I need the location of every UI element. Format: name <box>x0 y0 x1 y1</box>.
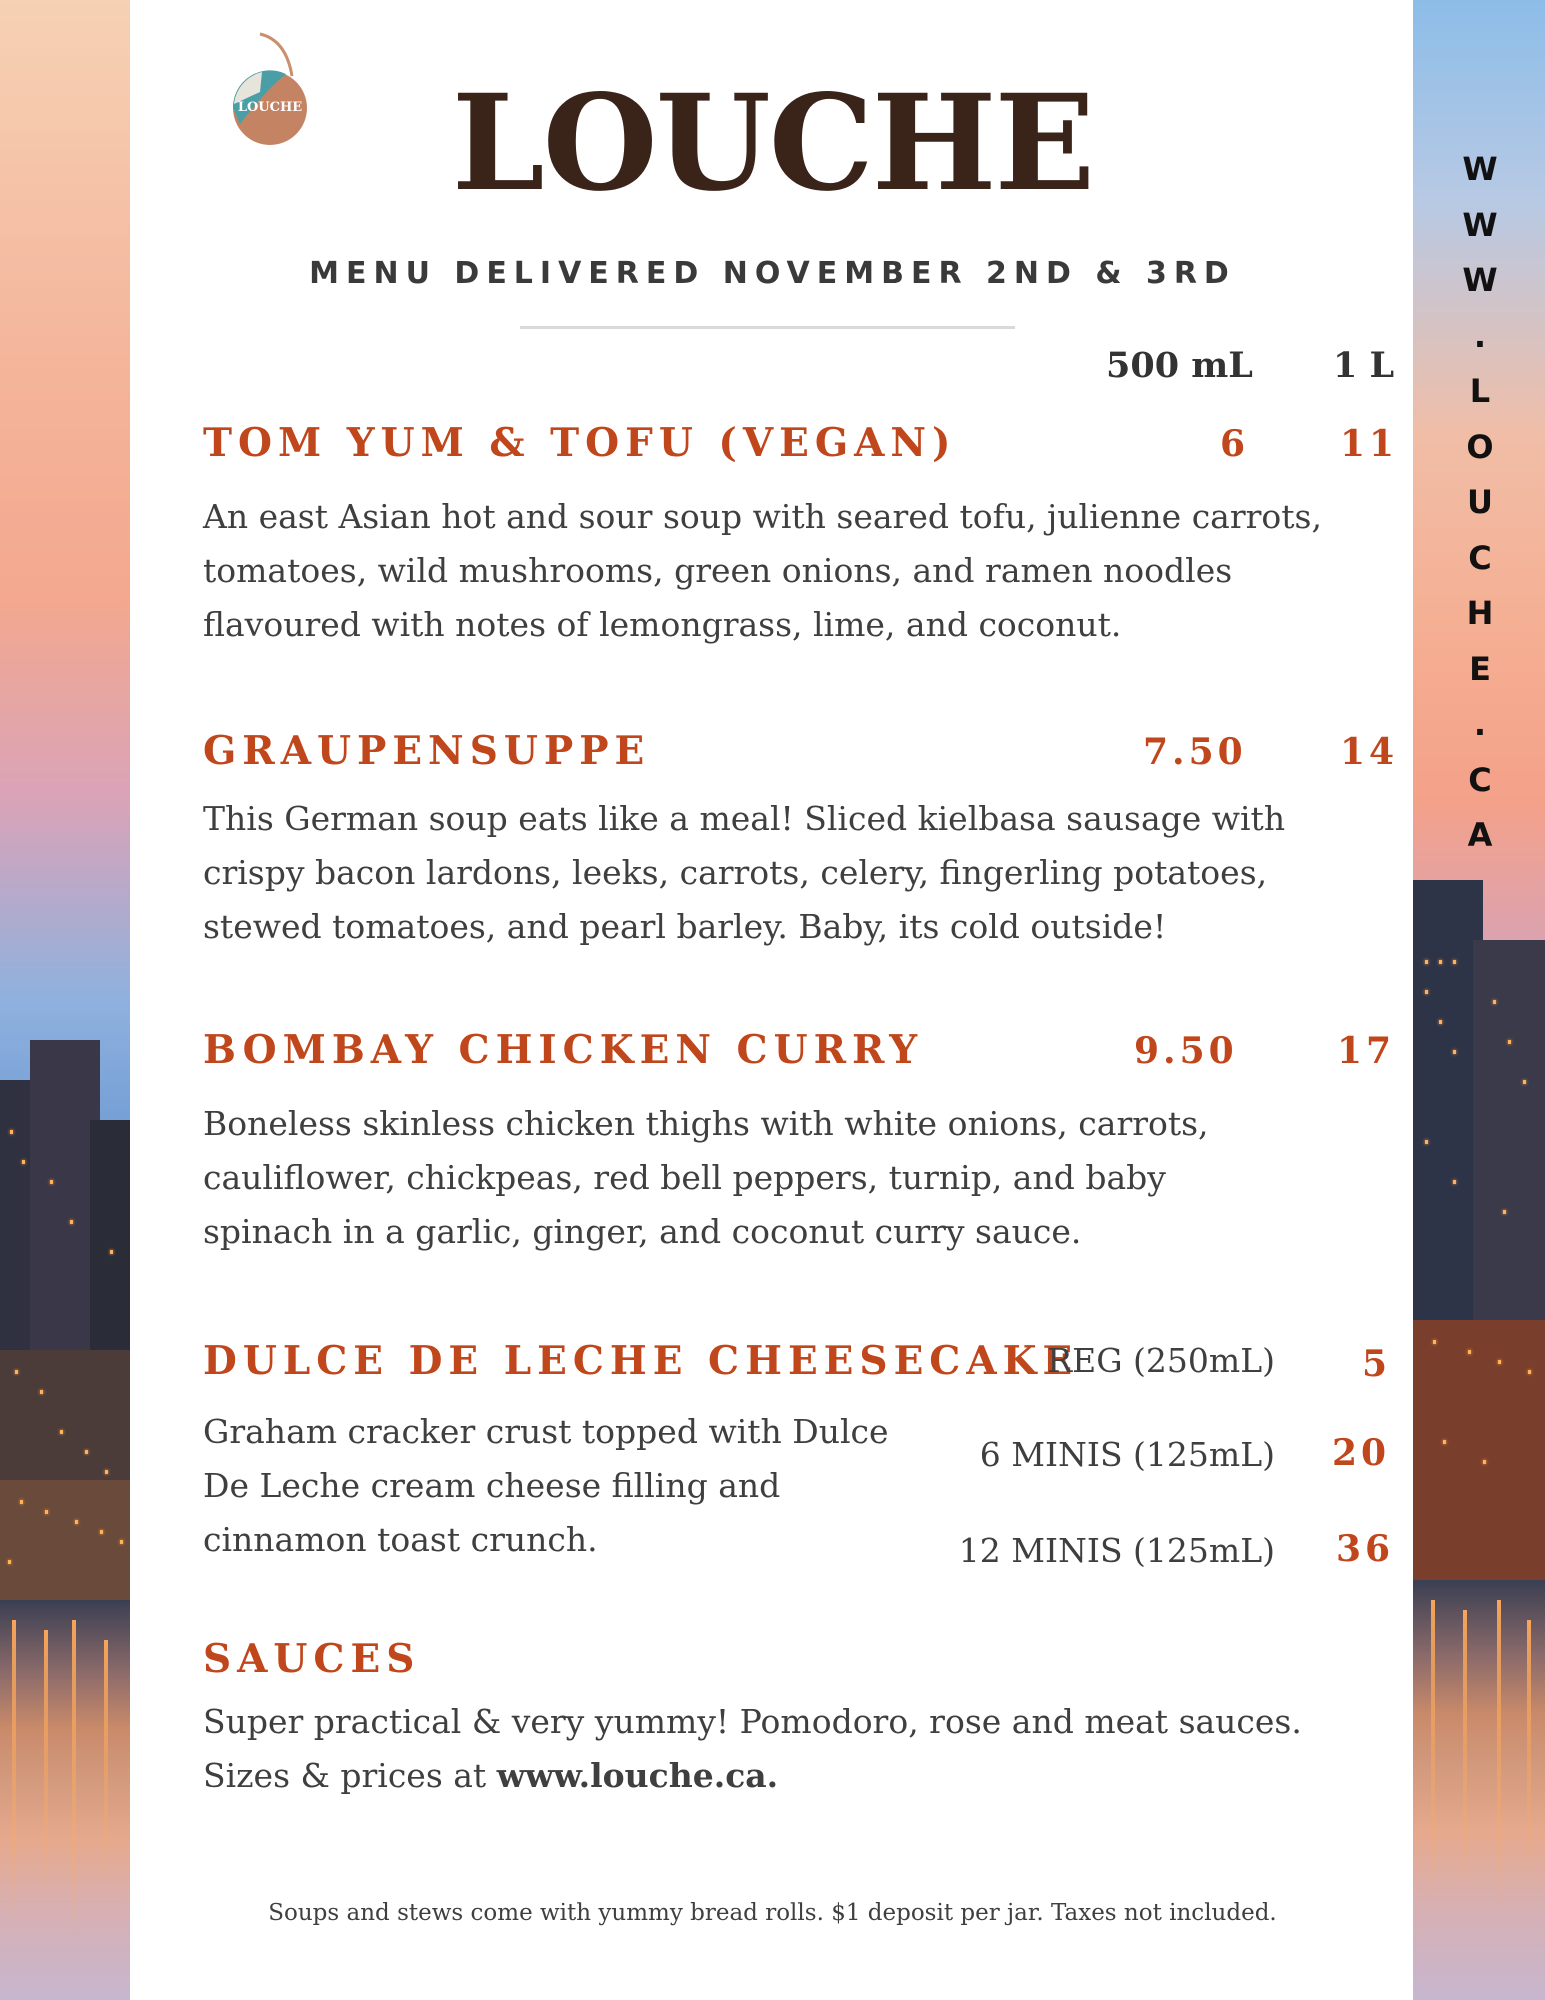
menu-subtitle: MENU DELIVERED NOVEMBER 2ND & 3RD <box>309 256 1236 291</box>
dish-name-bombay-curry: BOMBAY CHICKEN CURRY <box>203 1027 924 1073</box>
website-link[interactable]: www.louche.ca. <box>496 1756 779 1795</box>
dessert-description: Graham cracker crust topped with Dulce De Leche cream cheese filling and cinnamon toast crunch. <box>203 1412 889 1559</box>
dish-description-graupensuppe: This German soup eats like a meal! Sliced kielbasa sausage with crispy bacon lardons, leeks, carrots, celery, fingerling potatoes, stewed tomatoes, and pearl barley. Baby, its cold outside! <box>203 799 1286 946</box>
dish-name-graupensuppe: GRAUPENSUPPE <box>203 728 651 774</box>
brand-title: LOUCHE <box>451 66 1094 221</box>
dessert-option-6-minis: 6 MINIS (125mL) <box>979 1435 1275 1474</box>
size-header-1l: 1 L <box>1333 345 1395 386</box>
size-header-500ml: 500 mL <box>1106 345 1253 386</box>
dessert-price-reg: 5 <box>1362 1343 1392 1385</box>
dish-description-bombay-curry: Boneless skinless chicken thighs with white onions, carrots, cauliflower, chickpeas, red bell peppers, turnip, and baby spinach in a garlic, ginger, and coconut curry sauce. <box>203 1104 1209 1251</box>
divider <box>520 326 1015 329</box>
price-500ml-graupensuppe: 7.50 <box>1143 731 1247 773</box>
sauces-heading: SAUCES <box>203 1636 421 1682</box>
footer-note: Soups and stews come with yummy bread rolls. $1 deposit per jar. Taxes not included. <box>268 1900 1277 1926</box>
price-1l-graupensuppe: 14 <box>1340 731 1399 773</box>
price-500ml-bombay-curry: 9.50 <box>1134 1030 1238 1072</box>
sauces-description: Super practical & very yummy! Pomodoro, rose and meat sauces. Sizes & prices at www.louche.ca. <box>203 1702 1302 1795</box>
dessert-price-6-minis: 20 <box>1332 1432 1391 1474</box>
price-1l-bombay-curry: 17 <box>1337 1030 1396 1072</box>
price-500ml-tom-yum: 6 <box>1220 423 1250 465</box>
price-1l-tom-yum: 11 <box>1340 423 1399 465</box>
dessert-option-12-minis: 12 MINIS (125mL) <box>958 1531 1275 1570</box>
dish-description-tom-yum: An east Asian hot and sour soup with seared tofu, julienne carrots, tomatoes, wild mushrooms, green onions, and ramen noodles flavoured with notes of lemongrass, lime, and coconut. <box>203 497 1322 644</box>
left-city-photo <box>0 0 130 2000</box>
vertical-website-text: W W W . L O U C H E . C A <box>1462 150 1498 854</box>
dish-name-tom-yum: TOM YUM & TOFU (VEGAN) <box>203 420 957 466</box>
dessert-name-cheesecake: DULCE DE LECHE CHEESECAKE <box>203 1338 1079 1384</box>
dessert-price-12-minis: 36 <box>1336 1528 1395 1570</box>
logo-text: LOUCHE <box>237 100 303 115</box>
dessert-option-reg: REG (250mL) <box>1047 1341 1275 1380</box>
